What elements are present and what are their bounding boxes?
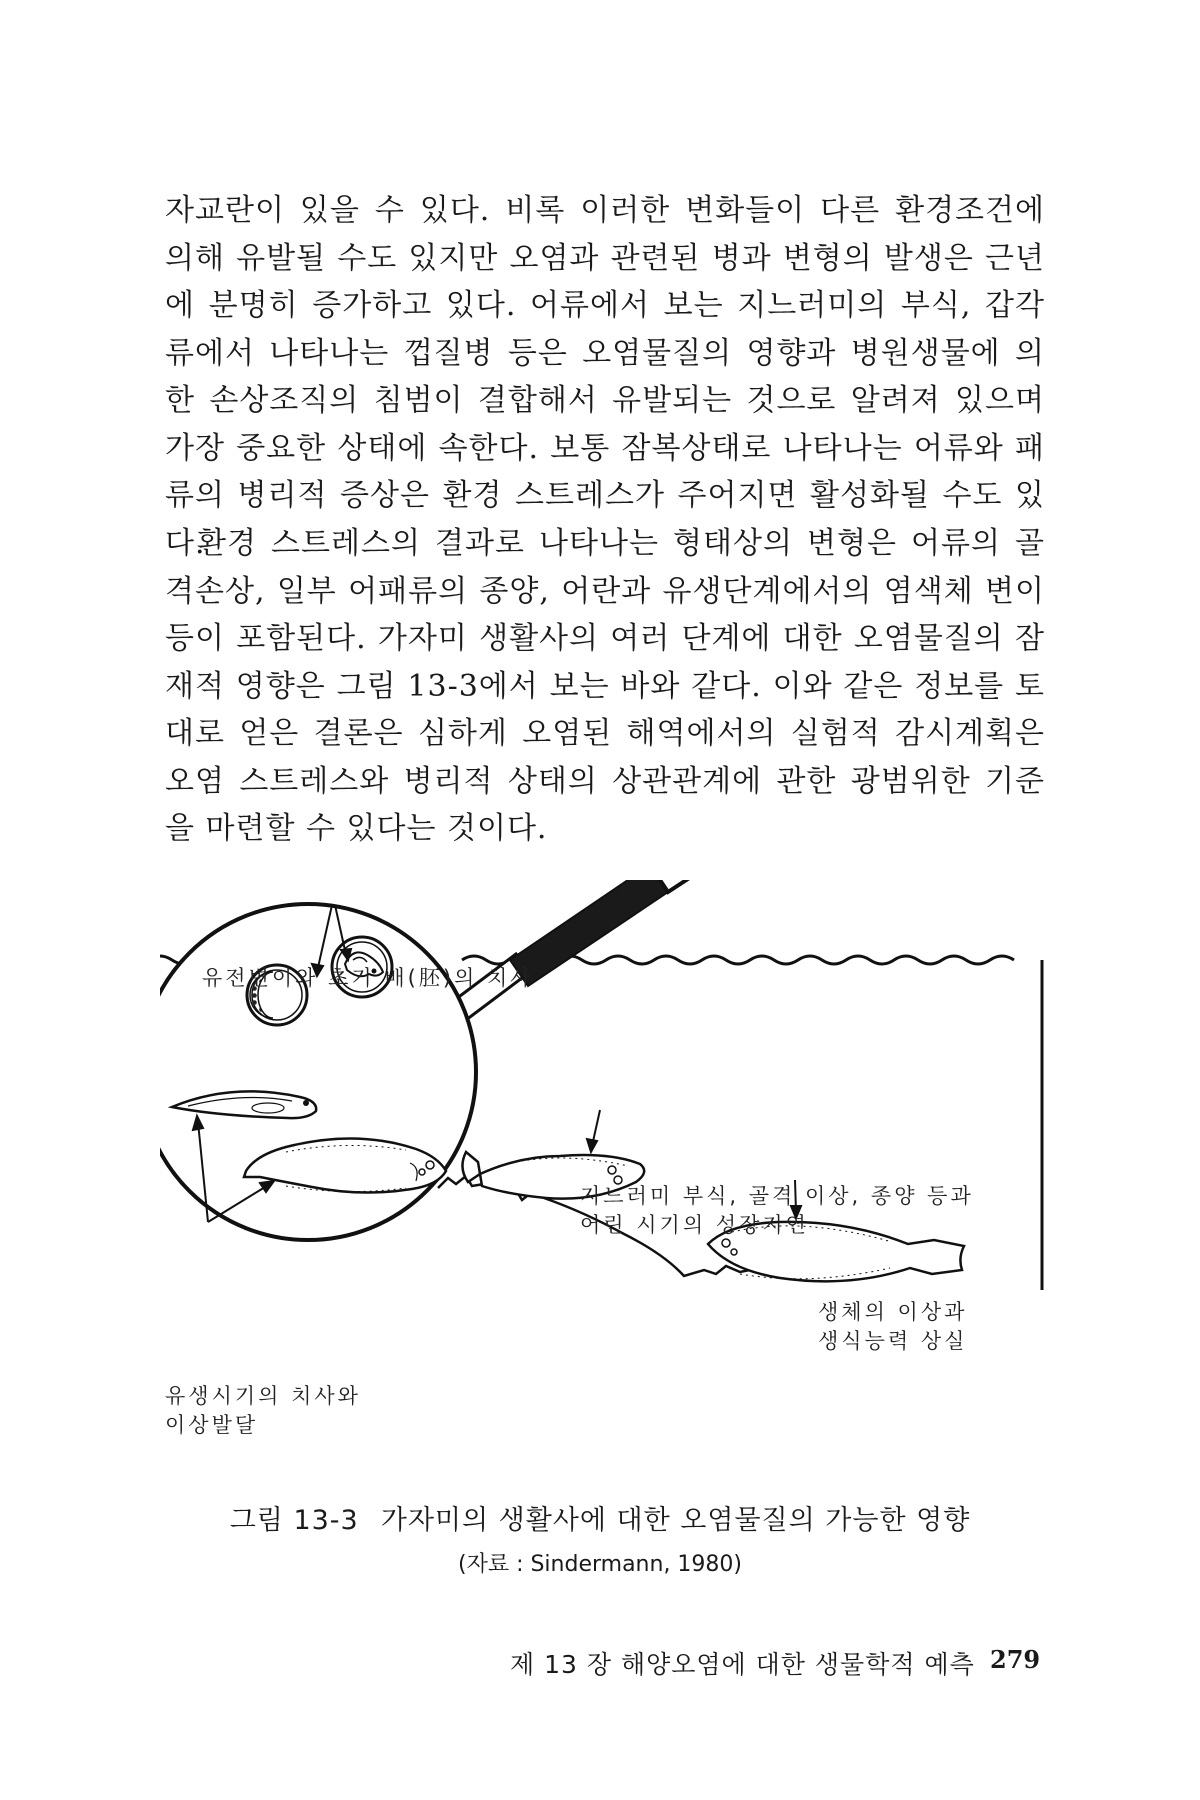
figure-number: 그림 13-3 (229, 1505, 359, 1536)
running-footer: 제 13 장 해양오염에 대한 생물학적 예측 (510, 1650, 975, 1679)
figure-caption-title: 가자미의 생활사에 대한 오염물질의 가능한 영향 (380, 1505, 971, 1536)
label-larval-line-1: 유생시기의 치사와 (165, 1384, 361, 1408)
label-juvenile-line-1: 지느러미 부식, 골격 이상, 종양 등과 (580, 1184, 974, 1208)
figure-13-3 (160, 880, 1060, 1480)
label-adult-line-1: 생체의 이상과 (818, 1300, 968, 1324)
label-juvenile-effects (580, 1182, 974, 1240)
figure-source: (자료 : Sindermann, 1980) (457, 1552, 743, 1577)
label-embryo-effects: 유전변이와 초기 배(胚)의 치사 (202, 966, 534, 990)
label-juvenile-line-2: 어린 시기의 성장지연 (580, 1213, 809, 1237)
label-larval-effects (165, 1382, 361, 1440)
page-number: 279 (990, 1645, 1041, 1674)
body-paragraph-1: 자교란이 있을 수 있다. 비록 이러한 변화들이 다른 환경조건에 의해 유발될 수도 있지만 오염과 관련된 병과 변형의 발생은 근년에 분명히 증가하고 있다. 어류에서 보는 지느러미의 부식, 갑각류에서 나타나는 껍질병 등은 오염물질의 영향과 병원생물에 의한 손상조직의 침범이 결합해서 유발되는 것으로 알려져 있으며 가장 중요한 상태에 속한다. 보통 잠복상태로 나타나는 어류와 패류의 병리적 증상은 환경 스트레스가 주어지면 활성화될 수도 있다. (165, 193, 1045, 561)
label-adult-line-2: 생식능력 상실 (818, 1329, 968, 1353)
label-larval-line-2: 이상발달 (165, 1413, 259, 1437)
body-paragraph-2: 환경 스트레스의 결과로 나타나는 형태상의 변형은 어류의 골격손상, 일부 어패류의 종양, 어란과 유생단계에서의 염색체 변이 등이 포함된다. 가자미 생활사의 여러 단계에 대한 오염물질의 잠재적 영향은 그림 13-3에서 보는 바와 같다. 이와 같은 정보를 토대로 얻은 결론은 심하게 오염된 해역에서의 실험적 감시계획은 오염 스트레스와 병리적 상태의 상관관계에 관한 광범위한 기준을 마련할 수 있다는 것이다. (165, 526, 1045, 846)
label-adult-effects (818, 1298, 967, 1356)
figure-caption (0, 1498, 1200, 1537)
